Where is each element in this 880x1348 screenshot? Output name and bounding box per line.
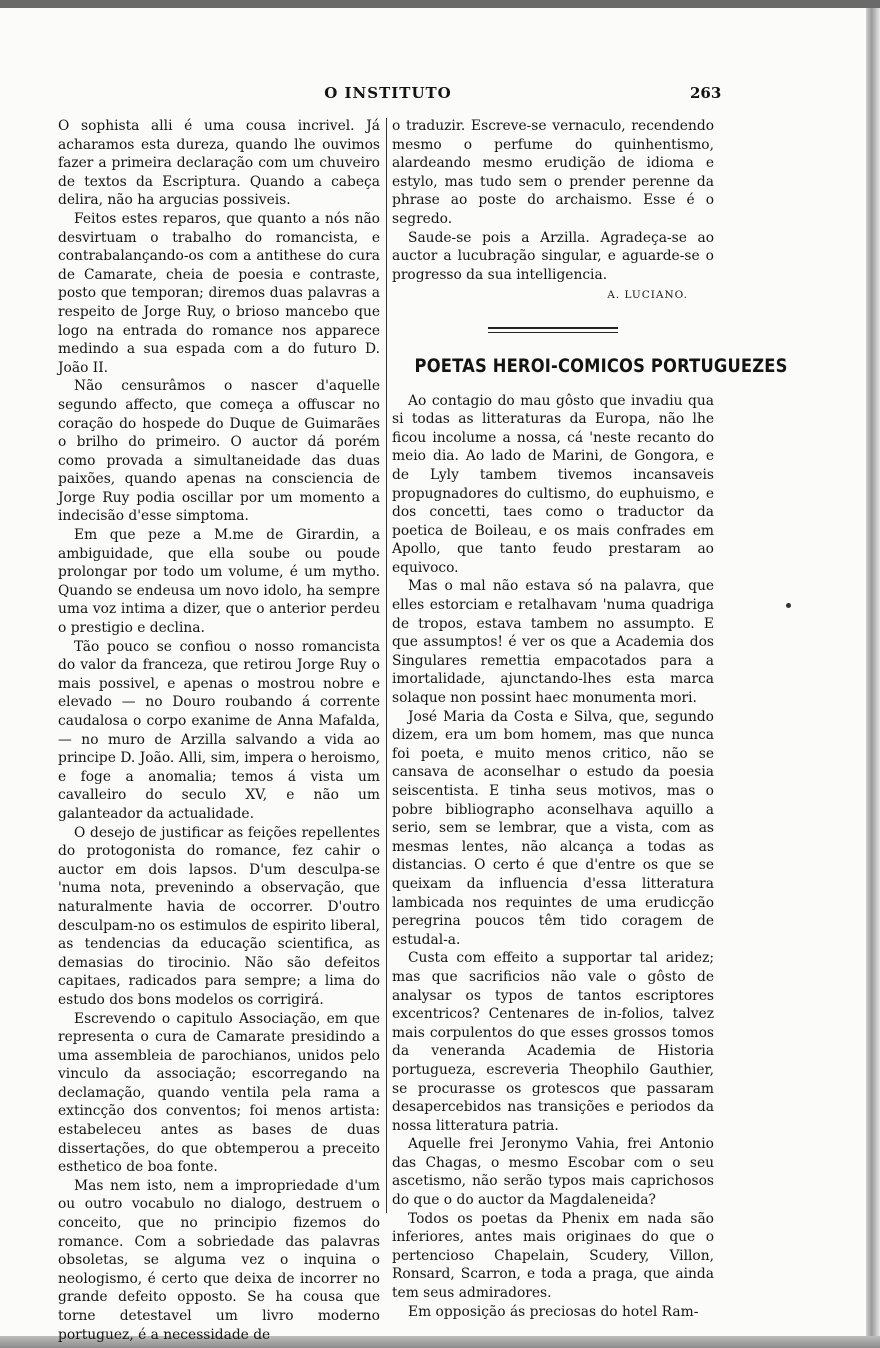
closing-paragraph: Saude-se pois a Arzilla. Agradeça-se ao auctor a lucubração singular, e aguarde-se o progresso da sua intelligencia.	[392, 229, 714, 283]
author-signature: A. LUCIANO.	[607, 289, 688, 302]
paragraph: Não censurâmos o nascer d'aquelle segundo affecto, que começa a offuscar no coração do hospede do Duque de Guimarães o brilho do primeiro. O auctor dá porém como provada a simultaneidade das duas paixões, quando apenas na consciencia de Jorge Ruy podia oscillar por um momento a indecisão d'esse simptoma.	[58, 378, 380, 525]
section-heading: POETAS HEROI-COMICOS PORTUGUEZES	[414, 354, 788, 377]
paragraph: Todos os poetas da Phenix em nada são inferiores, antes mais originaes do que o pertencioso Chapelain, Scudery, Villon, Ronsard, Scarron, e toda a praga, que ainda tem seus admiradores.	[392, 1210, 714, 1302]
paragraph: Feitos estes reparos, que quanto a nós não desvirtuam o trabalho do romancista, e contrabalançando-os com a antithese do cura de Camarate, cheia de poesia e contraste, posto que temporan; diremos duas palavras a respeito de Jorge Ruy, o brioso mancebo que logo na entrada do romance nos apparece medindo a sua espada com a do futuro D. João II.	[58, 210, 380, 376]
running-title: O INSTITUTO	[324, 84, 452, 102]
paragraph: Mas o mal não estava só na palavra, que elles estorciam e retalhavam 'numa quadriga de tropos, estava tambem no assumpto. E que assumptos! é ver os que a Academia dos Singulares remettia empacotados para a imortalidade, ajunctando-lhes esta marca solaque non possint haec monumenta mori.	[392, 578, 714, 707]
ink-speck	[786, 603, 791, 608]
paragraph: Aquelle frei Jeronymo Vahia, frei Antonio das Chagas, o mesmo Escobar com o seu ascetismo, não serão typos mais caprichosos do que o do auctor da Magdaleneida?	[392, 1136, 714, 1209]
paragraph: O desejo de justificar as feições repellentes do protogonista do romance, fez cahir o auctor em dois lapsos. D'um desculpa-se 'numa nota, prevenindo a observação, que naturalmente havia de occorrer. D'outro desculpam-no os estimulos de espirito liberal, as tendencias da educação scientifica, as demasias do tirocinio. Não são defeitos capitaes, radicados para sempre; a lima do estudo dos bons modelos os corrigirá.	[58, 824, 380, 1008]
section-divider	[488, 327, 618, 333]
paragraph: Em opposição ás preciosas do hotel Ram-	[408, 1303, 699, 1320]
left-column	[58, 117, 380, 1344]
paragraph: Em que peze a M.me de Girardin, a ambiguidade, que ella soube ou poude prolongar por todo um volume, é um mytho. Quando se endeusa um novo idolo, ha sempre uma voz intima a dizer, que o anterior perdeu o prestigio e declina.	[58, 527, 380, 637]
paragraph: Custa com effeito a supportar tal aridez; mas que sacrificios não vale o gôsto de analysar os typos de tantos escriptores excentricos? Centenares de in-folios, talvez mais corpulentos do que esses grossos tomos da veneranda Academia de Historia portugueza, escreveria Theophilo Gauthier, se procurasse os grotescos que passaram desapercebidos nas transições e periodos da nossa litteratura patria.	[392, 950, 714, 1134]
paragraph: Mas nem isto, nem a impropriedade d'um ou outro vocabulo no dialogo, destruem o conceito, que no principio fizemos do romance. Com a sobriedade das palavras obsoletas, se alguma vez o inquina o neologismo, é certo que deixa de incorrer no grande defeito opposto. Se ha cousa que torne detestavel um livro moderno portuguez, é a necessidade de	[58, 1177, 380, 1343]
continued-paragraph: o traduzir. Escreve-se vernaculo, recendendo mesmo o perfume do quinhentismo, alardeando mesmo erudição de idioma e estylo, mas tudo sem o prender perenne da phrase ao poste do archaismo. Esse é o segredo.	[392, 118, 714, 227]
column-rule	[386, 118, 387, 1213]
paragraph: O sophista alli é uma cousa incrivel. Já acharamos esta dureza, quando lhe ouvimos fazer a primeira declaração com um chuveiro de textos da Escriptura. Quando a cabeça delira, não ha argucias possiveis.	[58, 118, 380, 209]
paragraph: Tão pouco se confiou o nosso romancista do valor da franceza, que retirou Jorge Ruy o mais possivel, e apenas o mostrou nobre e elevado — no Douro roubando á corrente caudalosa o corpo exanime de Anna Mafalda, — no muro de Arzilla salvando a vida ao principe D. João. Alli, sim, impera o heroismo, e foge a anomalia; temos á vista um cavalleiro do seculo XV, e não um galanteador da actualidade.	[58, 638, 380, 822]
page-edge-right	[866, 8, 880, 1340]
paragraph: Ao contagio do mau gôsto que invadiu qua si todas as litteraturas da Europa, não lhe ficou incolume a nossa, cá 'neste recanto do meio dia. Ao lado de Marini, de Gongora, e de Lyly tambem tivemos incansaveis propugnadores do cultismo, do euphuismo, e dos concetti, taes como o traductor da poetica de Boileau, e os mais confrades em Apollo, que tanto feudo prestaram ao equivoco.	[392, 392, 714, 576]
paragraph: José Maria da Costa e Silva, que, segundo dizem, era um bom homem, mas que nunca foi poeta, e muito menos critico, não se cansava de aconselhar o estudo da poesia seiscentista. E tinha seus motivos, mas o pobre bibliographo aconselhava aquillo a serio, sem se lembrar, que a vista, com as mesmas lentes, não alcança a todas as distancias. O certo é que d'entre os que se queixam da influencia d'essa litteratura lambicada nos requintes de uma erudicção peregrina poucos têm tido coragem de estudal-a.	[392, 708, 714, 948]
right-column	[392, 117, 788, 1321]
paragraph: Escrevendo o capitulo Associação, em que representa o cura de Camarate presidindo a uma assembleia de parochianos, unidos pelo vinculo da associação; escorregando na declamação, quando ventila pela rama a extincção dos conventos; foi menos artista: estabeleceu antes as bases de duas dissertações, do que obtemperou a preceito esthetico de boa fonte.	[58, 1010, 380, 1176]
page-number: 263	[690, 84, 722, 102]
